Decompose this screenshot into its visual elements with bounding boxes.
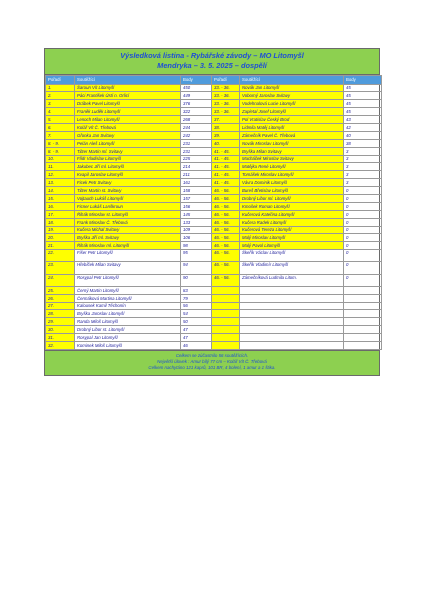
- table-row: [46, 187, 382, 195]
- points-cell: 0: [344, 218, 382, 226]
- points-cell: 0: [344, 234, 382, 242]
- competitor-cell: Černý Martin Litomyšl: [75, 286, 181, 294]
- title-line-2: Mendryka – 3. 5. 2025 – dospělí: [157, 61, 267, 70]
- points-cell: 211: [181, 171, 212, 179]
- competitor-cell: Páci František Ústí n. Orlicí: [75, 92, 181, 100]
- points-cell: 157: [181, 194, 212, 202]
- table-row: [46, 342, 382, 350]
- rank-cell: 23.: [46, 262, 75, 274]
- competitor-cell: Randa Miloš Litomyšl: [75, 318, 181, 326]
- rank-cell: 14.: [46, 187, 75, 195]
- table-header-row: [46, 76, 382, 85]
- points-cell: 38: [344, 139, 382, 147]
- empty-cell: [344, 286, 382, 294]
- rank-cell: 18.: [46, 218, 75, 226]
- points-cell: 45: [344, 100, 382, 108]
- rank-cell: 8. - 9.: [46, 147, 75, 155]
- competitor-cell: Frank Miroslav Č. Třebová: [75, 218, 181, 226]
- rank-cell: 13.: [46, 179, 75, 187]
- competitor-cell: Lenoch Milan Litomyšl: [75, 116, 181, 124]
- points-cell: 83: [181, 286, 212, 294]
- empty-cell: [212, 342, 240, 350]
- points-cell: 40: [344, 131, 382, 139]
- competitor-cell: Novák Jan Litomyšl: [240, 84, 344, 92]
- table-row: [46, 202, 382, 210]
- points-cell: 161: [181, 179, 212, 187]
- table-row: [46, 234, 382, 242]
- rank-cell: 46. - 56.: [212, 242, 240, 250]
- points-cell: 158: [181, 187, 212, 195]
- rank-cell: 37.: [212, 116, 240, 124]
- competitor-cell: Malý Pavol Litomyšl: [240, 242, 344, 250]
- points-cell: 42: [344, 123, 382, 131]
- empty-cell: [240, 342, 344, 350]
- points-cell: 3: [344, 147, 382, 155]
- empty-cell: [212, 326, 240, 334]
- competitor-cell: Hřebíček Milan Svitavy: [75, 262, 181, 274]
- competitor-cell: Macháček Miroslav Svitavy: [240, 155, 344, 163]
- points-cell: 95: [181, 250, 212, 262]
- table-row: [46, 218, 382, 226]
- table-row: [46, 250, 382, 262]
- empty-cell: [212, 318, 240, 326]
- table-row: [46, 108, 382, 116]
- competitor-cell: Pol Vratislav Český Brod: [240, 116, 344, 124]
- competitor-cell: Voborný Jaroslav Svitavy: [240, 92, 344, 100]
- empty-cell: [344, 326, 382, 334]
- competitor-cell: Franěk Luděk Litomyšl: [75, 108, 181, 116]
- points-cell: 3: [344, 155, 382, 163]
- rank-cell: 31.: [46, 334, 75, 342]
- points-cell: 54: [181, 310, 212, 318]
- empty-cell: [212, 286, 240, 294]
- points-cell: 45: [344, 92, 382, 100]
- points-cell: 56: [181, 302, 212, 310]
- competitor-cell: Kučera Michal Svitavy: [75, 226, 181, 234]
- rank-cell: 11.: [46, 163, 75, 171]
- points-cell: 3: [344, 179, 382, 187]
- rank-cell: 1.: [46, 84, 75, 92]
- empty-cell: [240, 318, 344, 326]
- competitor-cell: Rosypal Petr Litomyšl: [75, 274, 181, 286]
- rank-cell: 30.: [46, 326, 75, 334]
- rank-cell: 22.: [46, 250, 75, 262]
- competitor-cell: Tilzer Martin st. Svitavy: [75, 187, 181, 195]
- points-cell: 98: [181, 242, 212, 250]
- competitor-cell: Zapletal Josef Litomyšl: [240, 108, 344, 116]
- sheet-footer: [45, 350, 379, 375]
- results-sheet: [44, 48, 380, 376]
- competitor-cell: Bryška Jaroslav Litomyšl: [75, 310, 181, 318]
- table-row: [46, 310, 382, 318]
- table-row: [46, 171, 382, 179]
- col-rank-right: Pořadí: [212, 76, 240, 85]
- points-cell: 0: [344, 187, 382, 195]
- rank-cell: 17.: [46, 210, 75, 218]
- rank-cell: 41. - 45.: [212, 147, 240, 155]
- empty-cell: [344, 310, 382, 318]
- table-row: [46, 92, 382, 100]
- competitor-cell: Kominek Miloš Litomyšl: [75, 342, 181, 350]
- competitor-cell: Malý Miroslav Litomyšl: [240, 234, 344, 242]
- competitor-cell: Kučerová Tereza Litomyšl: [240, 226, 344, 234]
- rank-cell: 41. - 45.: [212, 155, 240, 163]
- empty-cell: [240, 310, 344, 318]
- points-cell: 0: [344, 274, 382, 286]
- points-cell: 145: [181, 210, 212, 218]
- rank-cell: 46. - 56.: [212, 218, 240, 226]
- rank-cell: 41. - 45.: [212, 171, 240, 179]
- competitor-cell: Kalousek Kamil Těchonín: [75, 302, 181, 310]
- competitor-cell: Pelán Aleš Litomyšl: [75, 139, 181, 147]
- competitor-cell: Bryška Jiří ml. Svitavy: [75, 234, 181, 242]
- table-row: [46, 139, 382, 147]
- points-cell: 322: [181, 108, 212, 116]
- competitor-cell: Tilzer Martin ml. Svitavy: [75, 147, 181, 155]
- competitor-cell: Kolář Vít Č. Třebová: [75, 123, 181, 131]
- rank-cell: 40.: [212, 139, 240, 147]
- competitor-cell: Ficner Lukáš Lanškroun: [75, 202, 181, 210]
- table-row: [46, 326, 382, 334]
- competitor-cell: Matějka René Litomyšl: [240, 163, 344, 171]
- table-row: [46, 262, 382, 274]
- table-row: [46, 84, 382, 92]
- points-cell: 231: [181, 147, 212, 155]
- points-cell: 94: [181, 262, 212, 274]
- empty-cell: [344, 294, 382, 302]
- points-cell: 50: [181, 318, 212, 326]
- points-cell: 450: [181, 84, 212, 92]
- rank-cell: 46. - 56.: [212, 262, 240, 274]
- competitor-cell: Řihák Miroslav ml. Litomyšl: [75, 242, 181, 250]
- empty-cell: [212, 294, 240, 302]
- col-name-left: Soutěžící: [75, 76, 181, 85]
- rank-cell: 41. - 45.: [212, 163, 240, 171]
- rank-cell: 12.: [46, 171, 75, 179]
- points-cell: 214: [181, 163, 212, 171]
- table-row: [46, 179, 382, 187]
- table-row: [46, 123, 382, 131]
- rank-cell: 33. - 36.: [212, 84, 240, 92]
- rank-cell: 7.: [46, 131, 75, 139]
- empty-cell: [344, 318, 382, 326]
- rank-cell: 6.: [46, 123, 75, 131]
- empty-cell: [344, 334, 382, 342]
- table-row: [46, 302, 382, 310]
- points-cell: 47: [181, 334, 212, 342]
- table-row: [46, 286, 382, 294]
- competitor-cell: Flídr Vladislav Litomyšl: [75, 155, 181, 163]
- points-cell: 133: [181, 218, 212, 226]
- competitor-cell: Bureš Břetislav Litomyšl: [240, 187, 344, 195]
- rank-cell: 46. - 56.: [212, 226, 240, 234]
- points-cell: 0: [344, 226, 382, 234]
- points-cell: 3: [344, 163, 382, 171]
- points-cell: 225: [181, 155, 212, 163]
- competitor-cell: Šaroun Vít Litomyšl: [75, 84, 181, 92]
- rank-cell: 29.: [46, 318, 75, 326]
- rank-cell: 16.: [46, 202, 75, 210]
- rank-cell: 46. - 56.: [212, 187, 240, 195]
- points-cell: 45: [344, 84, 382, 92]
- table-row: [46, 116, 382, 124]
- sheet-header: [45, 49, 379, 75]
- footer-biggest-catch: Největší úlovek : Amur bílý 77 cm – Kolář Vít Č. Třebová: [157, 359, 267, 365]
- rank-cell: 33. - 36.: [212, 100, 240, 108]
- table-row: [46, 226, 382, 234]
- competitor-cell: Zámečníková Ludmila Litom.: [240, 274, 344, 286]
- points-cell: 79: [181, 294, 212, 302]
- table-row: [46, 274, 382, 286]
- rank-cell: 46. - 56.: [212, 274, 240, 286]
- col-rank-left: Pořadí: [46, 76, 75, 85]
- table-row: [46, 155, 382, 163]
- table-row: [46, 147, 382, 155]
- points-cell: 47: [181, 326, 212, 334]
- competitor-cell: Drobný Libor ml. Litomyšl: [240, 194, 344, 202]
- rank-cell: 4.: [46, 108, 75, 116]
- table-row: [46, 210, 382, 218]
- points-cell: 3: [344, 171, 382, 179]
- rank-cell: 46. - 56.: [212, 234, 240, 242]
- points-cell: 90: [181, 274, 212, 286]
- points-cell: 0: [344, 242, 382, 250]
- rank-cell: 46. - 56.: [212, 250, 240, 262]
- rank-cell: 2.: [46, 92, 75, 100]
- competitor-cell: Lidmila Matěj Litomyšl: [240, 123, 344, 131]
- points-cell: 109: [181, 226, 212, 234]
- competitor-cell: Vodehnalová Lucie Litomyšl: [240, 100, 344, 108]
- competitor-cell: Jakubec Jiří ml. Litomyšl: [75, 163, 181, 171]
- competitor-cell: Kučera Radek Litomyšl: [240, 218, 344, 226]
- table-row: [46, 194, 382, 202]
- points-cell: 0: [344, 262, 382, 274]
- points-cell: 231: [181, 139, 212, 147]
- rank-cell: 27.: [46, 302, 75, 310]
- rank-cell: 21.: [46, 242, 75, 250]
- empty-cell: [240, 334, 344, 342]
- competitor-cell: Zámečník Pavel Č. Třebová: [240, 131, 344, 139]
- empty-cell: [240, 302, 344, 310]
- points-cell: 106: [181, 234, 212, 242]
- competitor-cell: Škeřík Václav Litomyšl: [240, 250, 344, 262]
- rank-cell: 25.: [46, 286, 75, 294]
- points-cell: 242: [181, 131, 212, 139]
- points-cell: 244: [181, 123, 212, 131]
- points-cell: 0: [344, 202, 382, 210]
- rank-cell: 41. - 45.: [212, 179, 240, 187]
- rank-cell: 46. - 56.: [212, 194, 240, 202]
- table-row: [46, 163, 382, 171]
- competitor-cell: Tomášek Miroslav Litomyšl: [240, 171, 344, 179]
- points-cell: 0: [344, 194, 382, 202]
- rank-cell: 33. - 36.: [212, 92, 240, 100]
- rank-cell: 32.: [46, 342, 75, 350]
- competitor-cell: Kučerová Kateřina Litomyšl: [240, 210, 344, 218]
- rank-cell: 33. - 36.: [212, 108, 240, 116]
- results-table: [45, 75, 382, 350]
- table-row: [46, 318, 382, 326]
- competitor-cell: Gřonka Jan Svitavy: [75, 131, 181, 139]
- empty-cell: [344, 342, 382, 350]
- competitor-cell: Rosypal Jan Litomyšl: [75, 334, 181, 342]
- rank-cell: 46. - 56.: [212, 210, 240, 218]
- points-cell: 43: [344, 116, 382, 124]
- empty-cell: [240, 326, 344, 334]
- points-cell: 376: [181, 100, 212, 108]
- points-cell: 0: [344, 250, 382, 262]
- table-row: [46, 334, 382, 342]
- competitor-cell: Řihák Miroslav st. Litomyšl: [75, 210, 181, 218]
- table-row: [46, 242, 382, 250]
- rank-cell: 15.: [46, 194, 75, 202]
- footer-total-catch: Celkem nachytáno 121 kaprů, 101 BR, 4 bolení, 1 amur a 1 štika.: [148, 365, 276, 371]
- competitor-cell: Kvapil Jaroslav Litomyšl: [75, 171, 181, 179]
- rank-cell: 20.: [46, 234, 75, 242]
- empty-cell: [240, 286, 344, 294]
- competitor-cell: Škeřík Vladimír Litomyšl: [240, 262, 344, 274]
- points-cell: 268: [181, 116, 212, 124]
- competitor-cell: Čermáková Martina Litomyšl: [75, 294, 181, 302]
- points-cell: 156: [181, 202, 212, 210]
- competitor-cell: Kmošek Roman Litomyšl: [240, 202, 344, 210]
- empty-cell: [212, 334, 240, 342]
- col-points-right: Body: [344, 76, 382, 85]
- rank-cell: 10.: [46, 155, 75, 163]
- rank-cell: 5.: [46, 116, 75, 124]
- points-cell: 0: [344, 210, 382, 218]
- empty-cell: [344, 302, 382, 310]
- rank-cell: 3.: [46, 100, 75, 108]
- rank-cell: 28.: [46, 310, 75, 318]
- competitor-cell: Fišer Petr Litomyšl: [75, 250, 181, 262]
- rank-cell: 38.: [212, 123, 240, 131]
- points-cell: 45: [344, 108, 382, 116]
- rank-cell: 24.: [46, 274, 75, 286]
- competitor-cell: Vojtauch Lukáš Litomyšl: [75, 194, 181, 202]
- empty-cell: [212, 302, 240, 310]
- competitor-cell: Bryška Milan Svitavy: [240, 147, 344, 155]
- table-row: [46, 100, 382, 108]
- table-row: [46, 131, 382, 139]
- table-row: [46, 294, 382, 302]
- points-cell: 449: [181, 92, 212, 100]
- points-cell: 46: [181, 342, 212, 350]
- footer-participants: Celkem se zúčastnilo 56 soutěžících.: [175, 352, 249, 358]
- empty-cell: [212, 310, 240, 318]
- rank-cell: 46. - 56.: [212, 202, 240, 210]
- competitor-cell: Vávra Dominik Litomyšl: [240, 179, 344, 187]
- competitor-cell: Drábek Pavel Litomyšl: [75, 100, 181, 108]
- col-points-left: Body: [181, 76, 212, 85]
- empty-cell: [240, 294, 344, 302]
- competitor-cell: Ficek Petr Svitavy: [75, 179, 181, 187]
- rank-cell: 39.: [212, 131, 240, 139]
- col-name-right: Soutěžící: [240, 76, 344, 85]
- title-line-1: Výsledková listina - Rybářské závody – MO Litomyšl: [120, 51, 304, 60]
- rank-cell: 19.: [46, 226, 75, 234]
- competitor-cell: Drobný Libor st. Litomyšl: [75, 326, 181, 334]
- rank-cell: 26.: [46, 294, 75, 302]
- rank-cell: 8. - 9.: [46, 139, 75, 147]
- competitor-cell: Novák Miroslav Litomyšl: [240, 139, 344, 147]
